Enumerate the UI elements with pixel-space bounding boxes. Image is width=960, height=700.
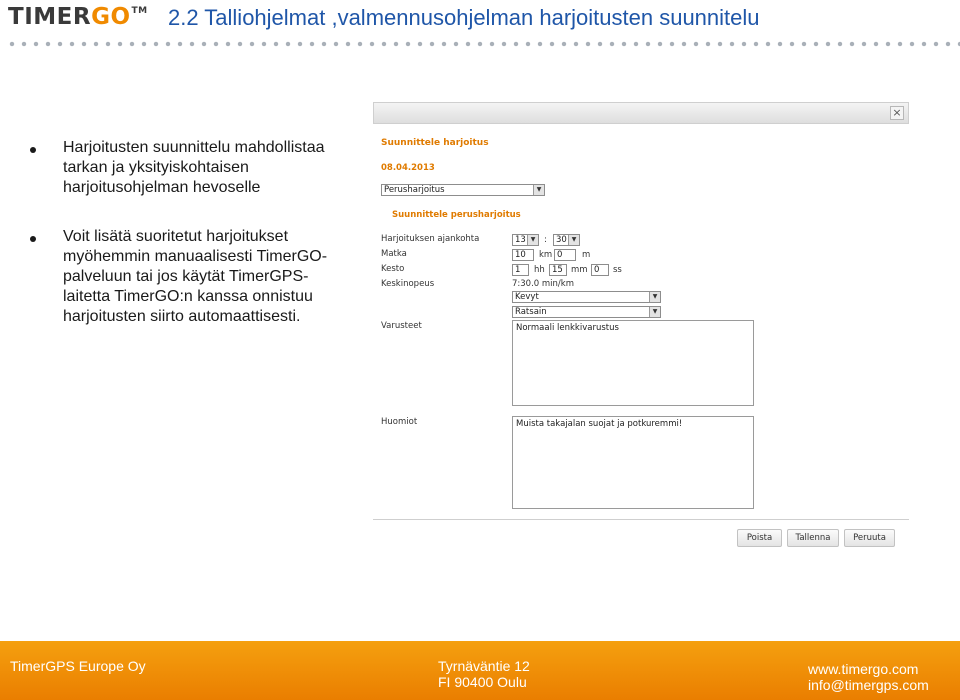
form-date: 08.04.2013 [381, 163, 435, 173]
cancel-button[interactable]: Peruuta [844, 529, 895, 547]
pace-value: 7:30.0 min/km [512, 279, 574, 289]
time-separator: : [544, 235, 547, 245]
training-type-select[interactable] [381, 184, 545, 196]
hour-select[interactable] [512, 234, 539, 246]
bullet-list [30, 138, 330, 356]
distance-km-input[interactable]: 10 [512, 249, 534, 261]
training-type-value: Perusharjoitus [384, 185, 445, 195]
km-unit: km [539, 250, 553, 260]
form-subheading: Suunnittele perusharjoitus [392, 210, 521, 220]
distance-label: Matka [381, 249, 407, 259]
logo-main: TIMER [8, 4, 92, 30]
delete-button[interactable]: Poista [737, 529, 782, 547]
chevron-down-icon: ▼ [568, 235, 579, 245]
riding-mode-value: Ratsain [515, 307, 547, 317]
duration-label: Kesto [381, 264, 405, 274]
pace-label: Keskinopeus [381, 279, 435, 289]
footer-bar [0, 641, 960, 700]
chevron-down-icon: ▼ [649, 307, 660, 317]
bullet-item: Voit lisätä suoritetut harjoitukset myöhemmin manuaalisesti TimerGO-palveluun tai jos käytät TimerGPS-laitetta TimerGO:n kanssa onnistuu harjoitusten siirto automaattisesti. [30, 227, 330, 327]
minute-value: 30 [556, 235, 567, 245]
time-label: Harjoituksen ajankohta [381, 234, 480, 244]
bullet-item: Harjoitusten suunnittelu mahdollistaa tarkan ja yksityiskohtaisen harjoitusohjelman hevoselle [30, 138, 330, 198]
equipment-label: Varusteet [381, 321, 422, 331]
logo-accent: GO [91, 4, 131, 30]
distance-m-input[interactable]: 0 [554, 249, 576, 261]
duration-minutes-input[interactable]: 15 [549, 264, 567, 276]
footer-website-link[interactable]: www.timergo.com [808, 661, 919, 677]
chevron-down-icon: ▼ [649, 292, 660, 302]
form-heading: Suunnittele harjoitus [381, 138, 489, 148]
footer-street: Tyrnäväntie 12 [438, 658, 530, 674]
chevron-down-icon: ▼ [527, 235, 538, 245]
notes-label: Huomiot [381, 417, 418, 427]
logo-trademark: TM [131, 6, 148, 16]
mm-unit: mm [571, 265, 588, 275]
page-title: 2.2 Talliohjelmat ,valmennusohjelman harjoitusten suunnitelu [168, 5, 760, 30]
riding-mode-select[interactable] [512, 306, 661, 318]
duration-hours-input[interactable]: 1 [512, 264, 529, 276]
hour-value: 13 [515, 235, 526, 245]
duration-seconds-input[interactable]: 0 [591, 264, 609, 276]
save-button[interactable]: Tallenna [787, 529, 839, 547]
intensity-value: Kevyt [515, 292, 539, 302]
footer-email-link[interactable]: info@timergps.com [808, 677, 929, 693]
footer-company: TimerGPS Europe Oy [10, 658, 146, 674]
footer-city: FI 90400 Oulu [438, 674, 527, 690]
notes-textarea[interactable]: Muista takajalan suojat ja potkuremmi! [512, 416, 754, 509]
minute-select[interactable] [553, 234, 580, 246]
timergo-logo [8, 4, 148, 30]
intensity-select[interactable] [512, 291, 661, 303]
chevron-down-icon: ▼ [533, 185, 544, 195]
equipment-textarea[interactable]: Normaali lenkkivarustus [512, 320, 754, 406]
m-unit: m [582, 250, 591, 260]
ss-unit: ss [613, 265, 622, 275]
form-divider [373, 519, 909, 520]
dotted-divider [6, 41, 960, 47]
window-titlebar [373, 102, 909, 124]
plan-training-window [373, 102, 909, 557]
hh-unit: hh [534, 265, 545, 275]
close-icon[interactable]: × [890, 106, 904, 120]
